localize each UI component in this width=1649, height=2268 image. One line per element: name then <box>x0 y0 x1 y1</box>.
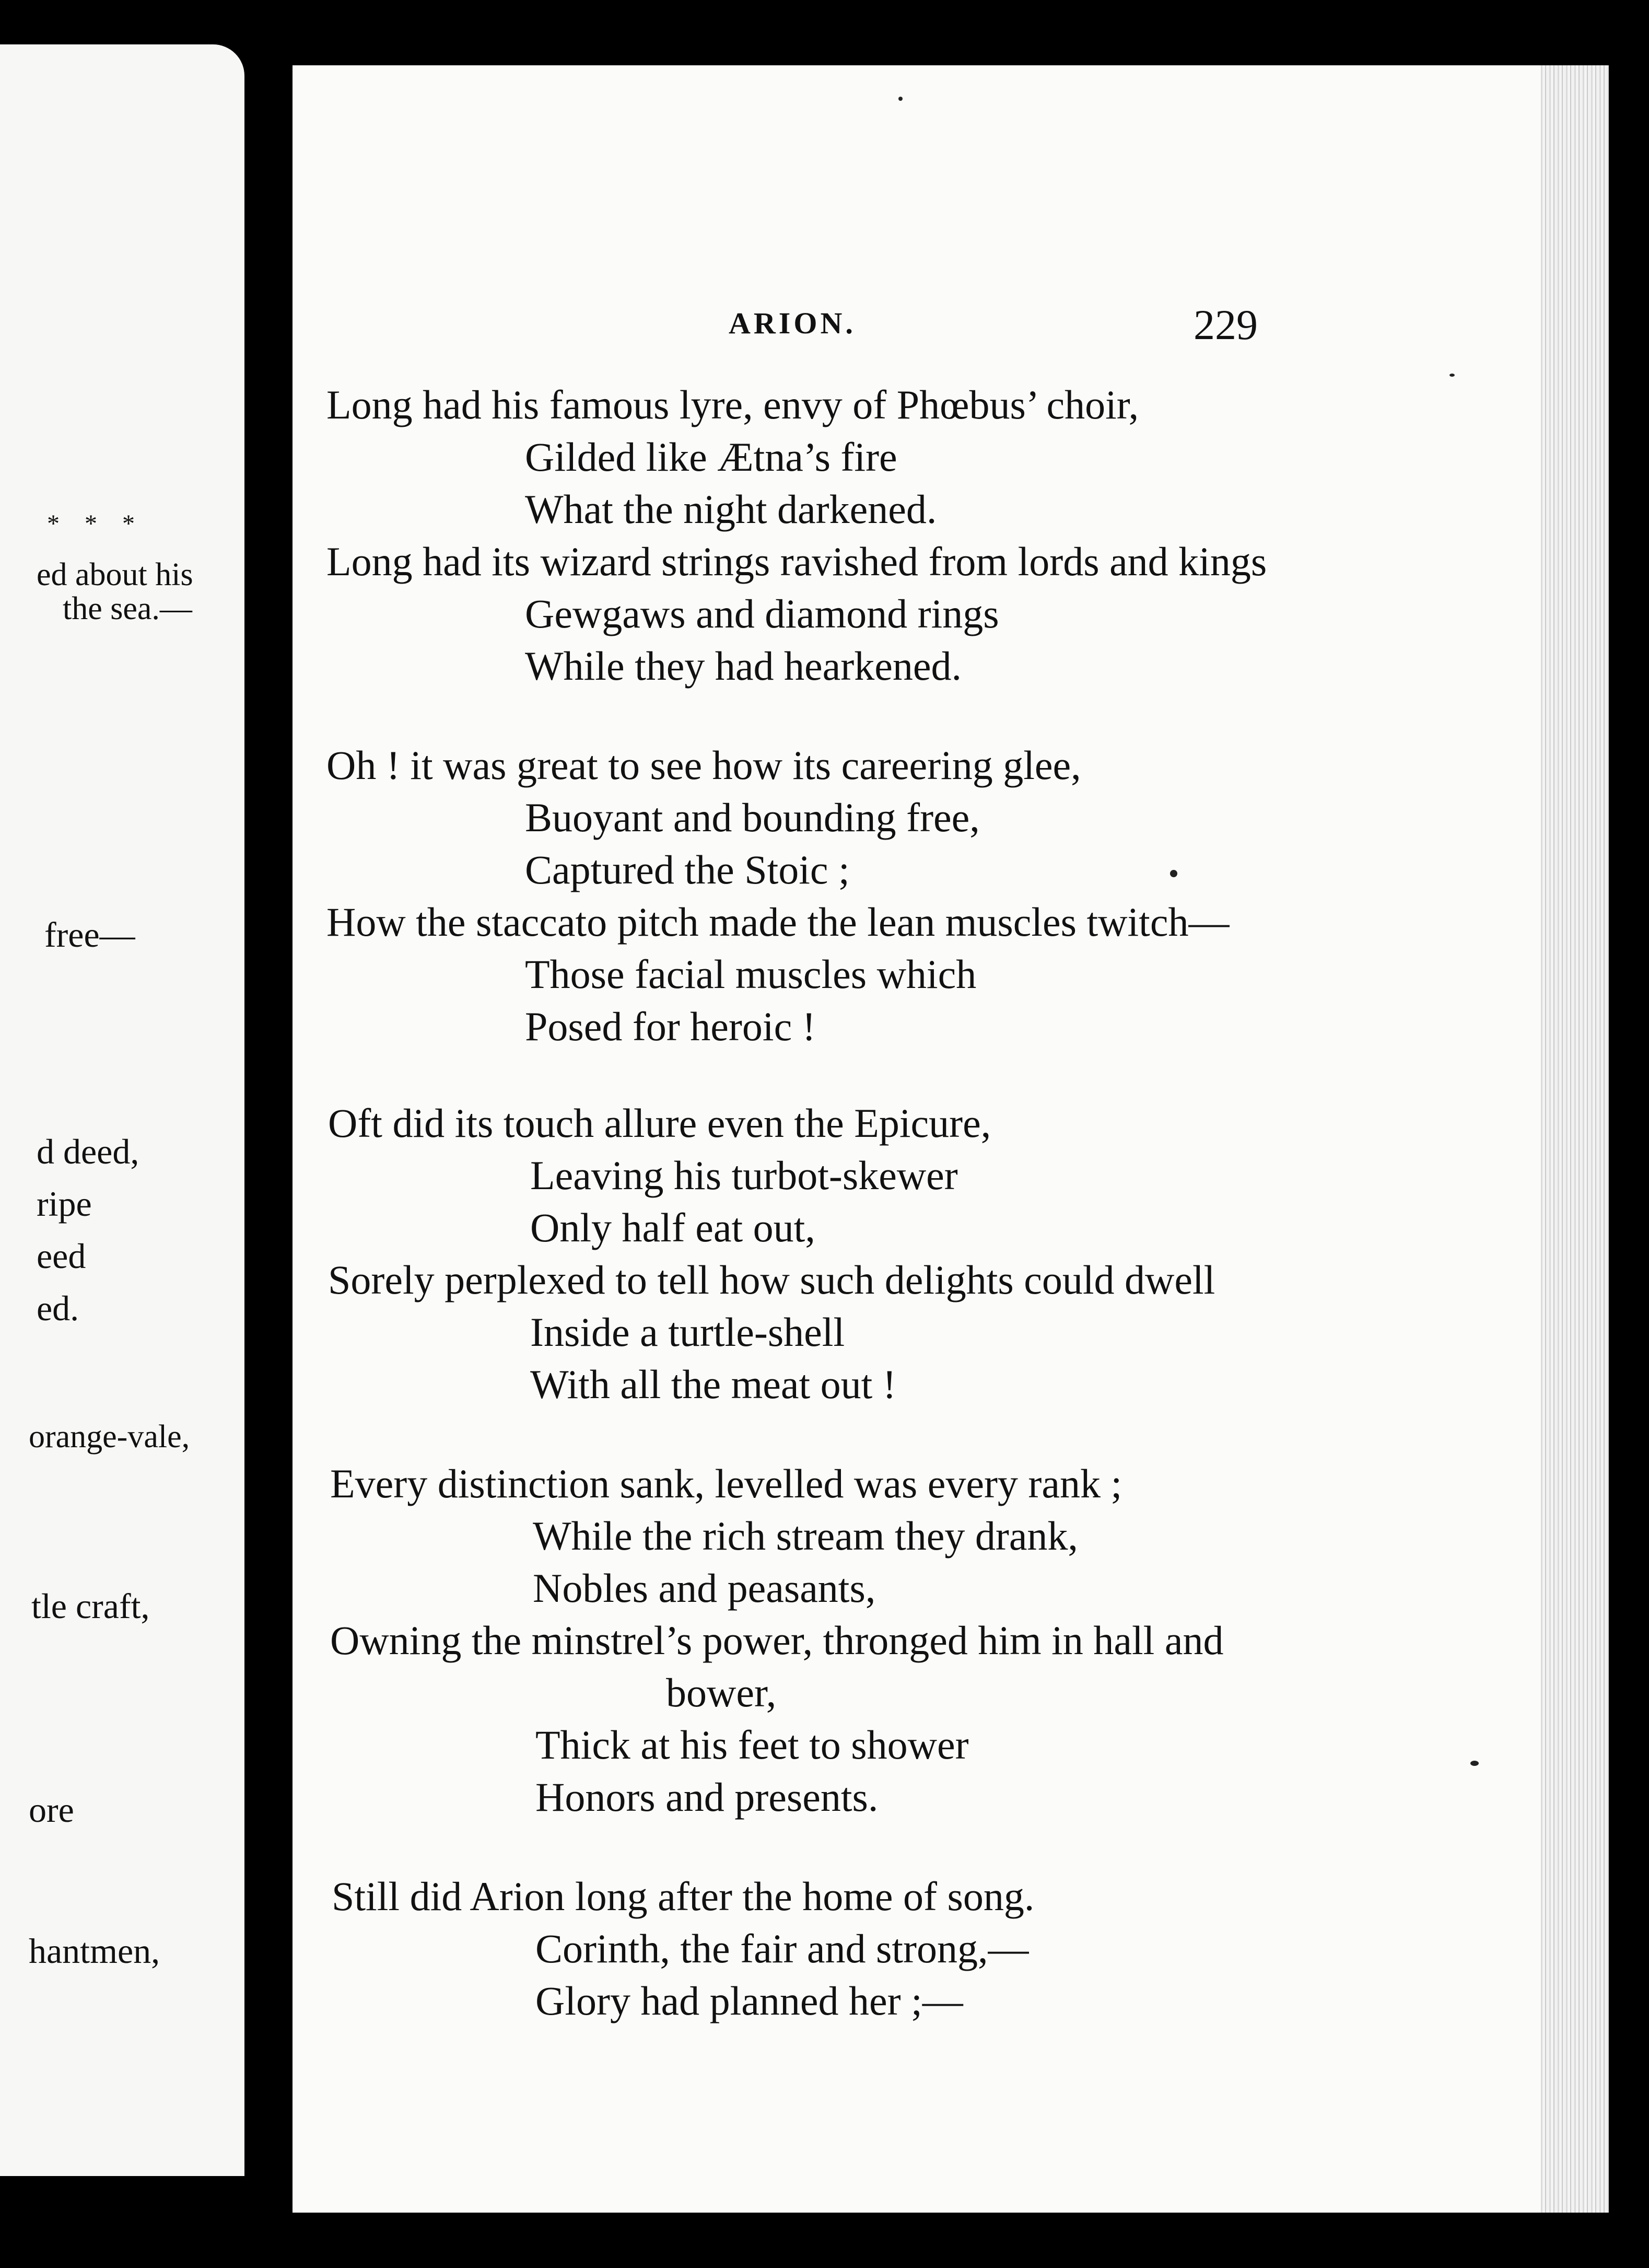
verse-line-indented: Thick at his feet to shower <box>535 1722 969 1767</box>
left-page-fragment: ed. <box>37 1288 79 1328</box>
verse-line: Oh ! it was great to see how its careering glee, <box>326 742 1081 788</box>
left-page-fragment: free— <box>44 915 135 955</box>
binding-gutter <box>244 0 297 2268</box>
verse-line-indented: Buoyant and bounding free, <box>525 795 980 840</box>
left-page-fragment: tle craft, <box>31 1586 150 1626</box>
ink-speck <box>1470 1761 1479 1766</box>
verse-line-indented: Nobles and peasants, <box>533 1565 876 1611</box>
verse-line-indented: Glory had planned her ;— <box>535 1978 963 2023</box>
verse-line-indented: Only half eat out, <box>530 1205 815 1250</box>
verse-line: Every distinction sank, levelled was every rank ; <box>330 1461 1122 1506</box>
verse-line-indented: While the rich stream they drank, <box>533 1513 1078 1558</box>
verse-line-indented: With all the meat out ! <box>530 1362 896 1407</box>
left-page-fragment: the sea.— <box>63 591 192 626</box>
verse-line: Owning the minstrel’s power, thronged him in hall and <box>330 1618 1224 1663</box>
left-page-fragment: ed about his <box>37 557 193 592</box>
verse-line-continuation: bower, <box>666 1670 777 1715</box>
verse-line: Still did Arion long after the home of song. <box>332 1874 1035 1919</box>
left-page-fragment: ore <box>29 1790 74 1830</box>
verse-line-indented: Leaving his turbot-skewer <box>530 1153 958 1198</box>
verse-line-indented: Corinth, the fair and strong,— <box>535 1926 1029 1971</box>
verse-line: Oft did its touch allure even the Epicure, <box>328 1100 991 1146</box>
verse-line-indented: While they had hearkened. <box>525 643 962 689</box>
book-page <box>293 65 1609 2213</box>
ink-speck <box>1449 374 1455 377</box>
verse-line: Sorely perplexed to tell how such delights could dwell <box>328 1257 1215 1302</box>
left-page-fragment: d deed, <box>37 1132 139 1171</box>
running-header <box>293 300 1609 353</box>
ink-speck <box>898 97 903 101</box>
verse-line: How the staccato pitch made the lean muscles twitch— <box>326 899 1230 945</box>
ink-speck <box>1170 870 1177 877</box>
left-page-fragment: * * * <box>47 510 135 538</box>
verse-line: Long had its wizard strings ravished from lords and kings <box>326 539 1267 584</box>
verse-line-indented: What the night darkened. <box>525 486 937 532</box>
page-number: 229 <box>1194 301 1258 348</box>
verse-line-indented: Those facial muscles which <box>525 951 977 997</box>
verse-line-indented: Honors and presents. <box>535 1774 879 1820</box>
verse-line-indented: Posed for heroic ! <box>525 1004 816 1049</box>
page-edge-stack <box>1541 65 1609 2213</box>
left-page-fragment: eed <box>37 1236 86 1276</box>
left-page-fragment: hantmen, <box>29 1931 160 1971</box>
verse-line: Long had his famous lyre, envy of Phœbus’ choir, <box>326 382 1139 427</box>
left-facing-page <box>0 44 244 2176</box>
verse-line-indented: Inside a turtle-shell <box>530 1309 845 1355</box>
left-page-fragment: ripe <box>37 1184 92 1224</box>
left-page-fragment: orange-vale, <box>29 1419 190 1455</box>
verse-line-indented: Gilded like Ætna’s fire <box>525 434 897 480</box>
verse-line-indented: Captured the Stoic ; <box>525 847 850 892</box>
verse-line-indented: Gewgaws and diamond rings <box>525 591 999 636</box>
running-title: ARION. <box>729 306 856 340</box>
